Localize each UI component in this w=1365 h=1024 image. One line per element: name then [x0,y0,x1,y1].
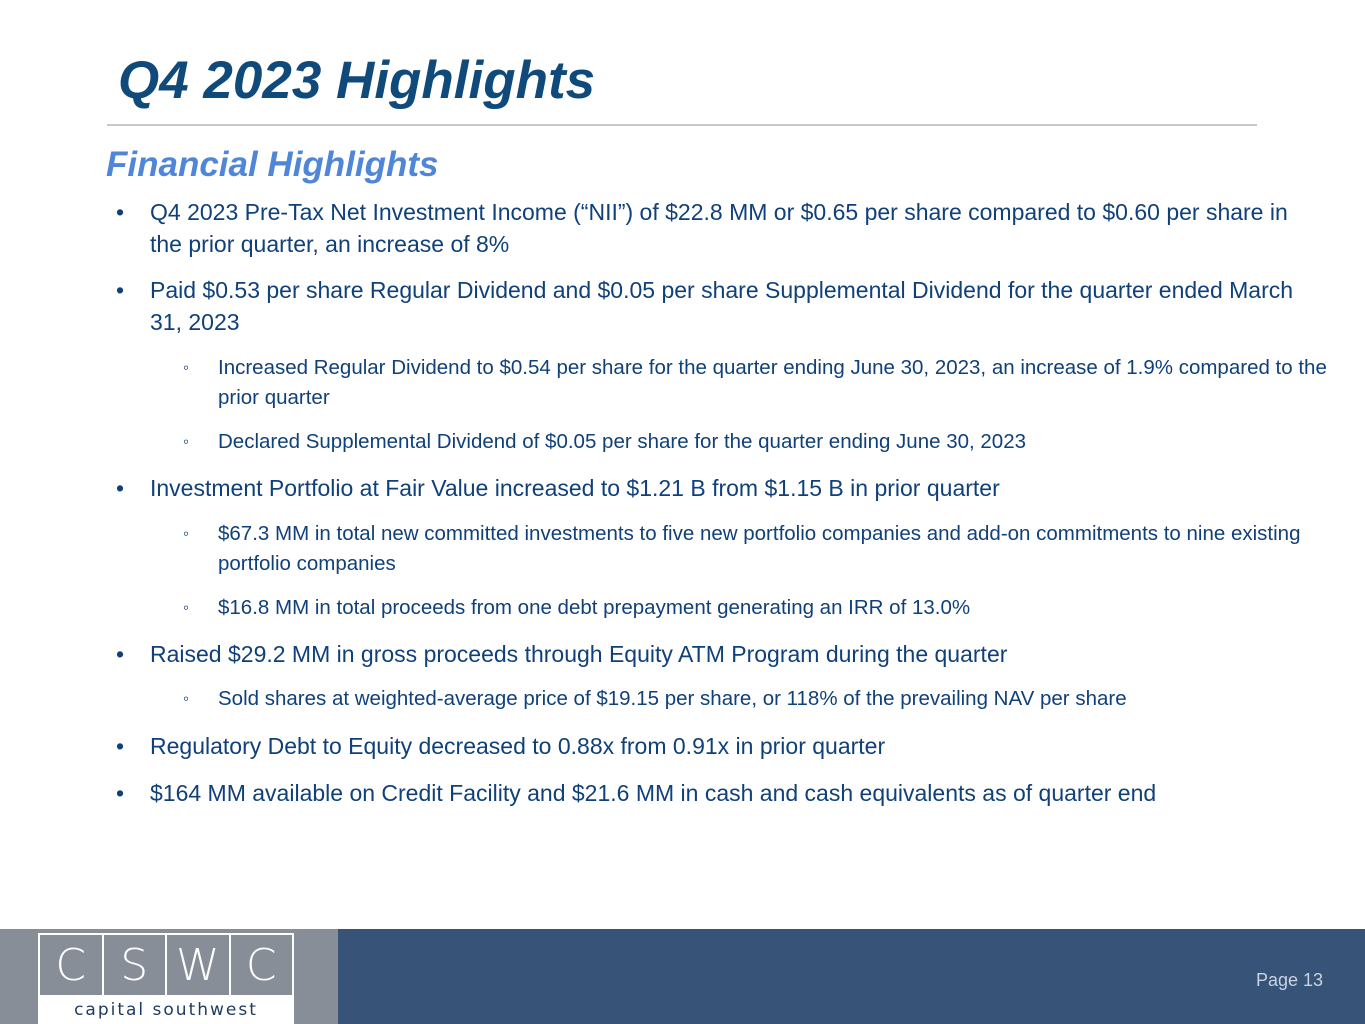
logo-letter: C [245,939,277,991]
sub-bullet-marker: ◦ [183,598,190,617]
bullet-text: Regulatory Debt to Equity decreased to 0.88x from 0.91x in prior quarter [150,733,886,759]
sub-bullet-item [183,519,1333,579]
bullet-item [116,274,1326,338]
logo-panel [0,929,338,1024]
sub-bullet-item [183,353,1333,413]
sub-bullet-item [183,593,1333,623]
bullet-item [116,730,1326,762]
bullet-marker: • [116,641,125,667]
bullet-text: Investment Portfolio at Fair Value increased to $1.21 B from $1.15 B in prior quarter [150,475,1000,501]
sub-bullet-text: Increased Regular Dividend to $0.54 per share for the quarter ending June 30, 2023, an increase of 1.9% compared to the prior quarter [218,356,1327,409]
company-logo [38,933,294,1024]
bullet-marker: • [116,733,125,759]
logo-letter: S [104,935,168,995]
sub-bullet-item [183,684,1333,714]
bullet-marker: • [116,277,125,303]
bullet-item [116,196,1326,260]
sub-bullet-marker: ◦ [183,358,190,377]
slide-title: Q4 2023 Highlights [118,51,596,110]
logo-letters [40,935,292,995]
bullet-item [116,777,1326,809]
bullet-marker: • [116,199,125,225]
sub-bullet-text: $67.3 MM in total new committed investments to five new portfolio companies and add-on commitments to nine existing portfolio companies [218,522,1301,575]
sub-bullet-marker: ◦ [183,432,190,451]
logo-subtext: capital southwest [38,995,294,1024]
footer-bar [0,929,1365,1024]
bullet-item [116,472,1326,504]
sub-bullet-marker: ◦ [183,524,190,543]
bullet-text: Paid $0.53 per share Regular Dividend and $0.05 per share Supplemental Dividend for the quarter ended March 31, 2023 [150,277,1294,335]
bullet-text: Q4 2023 Pre-Tax Net Investment Income (“NII”) of $22.8 MM or $0.65 per share compared to $0.60 per share in the prior quarter, an increase of 8% [150,199,1288,257]
bullet-text: Raised $29.2 MM in gross proceeds through Equity ATM Program during the quarter [150,641,1008,667]
bullet-text: $164 MM available on Credit Facility and $21.6 MM in cash and cash equivalents as of quarter end [150,780,1157,806]
sub-bullet-text: $16.8 MM in total proceeds from one debt prepayment generating an IRR of 13.0% [218,596,971,619]
sub-bullet-text: Declared Supplemental Dividend of $0.05 per share for the quarter ending June 30, 2023 [218,430,1027,453]
logo-letter: C [40,935,104,995]
sub-bullet-marker: ◦ [183,689,190,708]
section-heading: Financial Highlights [106,145,439,184]
sub-bullet-item [183,427,1333,457]
page-number: Page 13 [1255,970,1323,990]
bullet-item [116,638,1326,670]
bullet-marker: • [116,475,125,501]
bullet-marker: • [116,780,125,806]
sub-bullet-text: Sold shares at weighted-average price of $19.15 per share, or 118% of the prevailing NAV per share [218,687,1127,710]
logo-letter: W [167,935,231,995]
